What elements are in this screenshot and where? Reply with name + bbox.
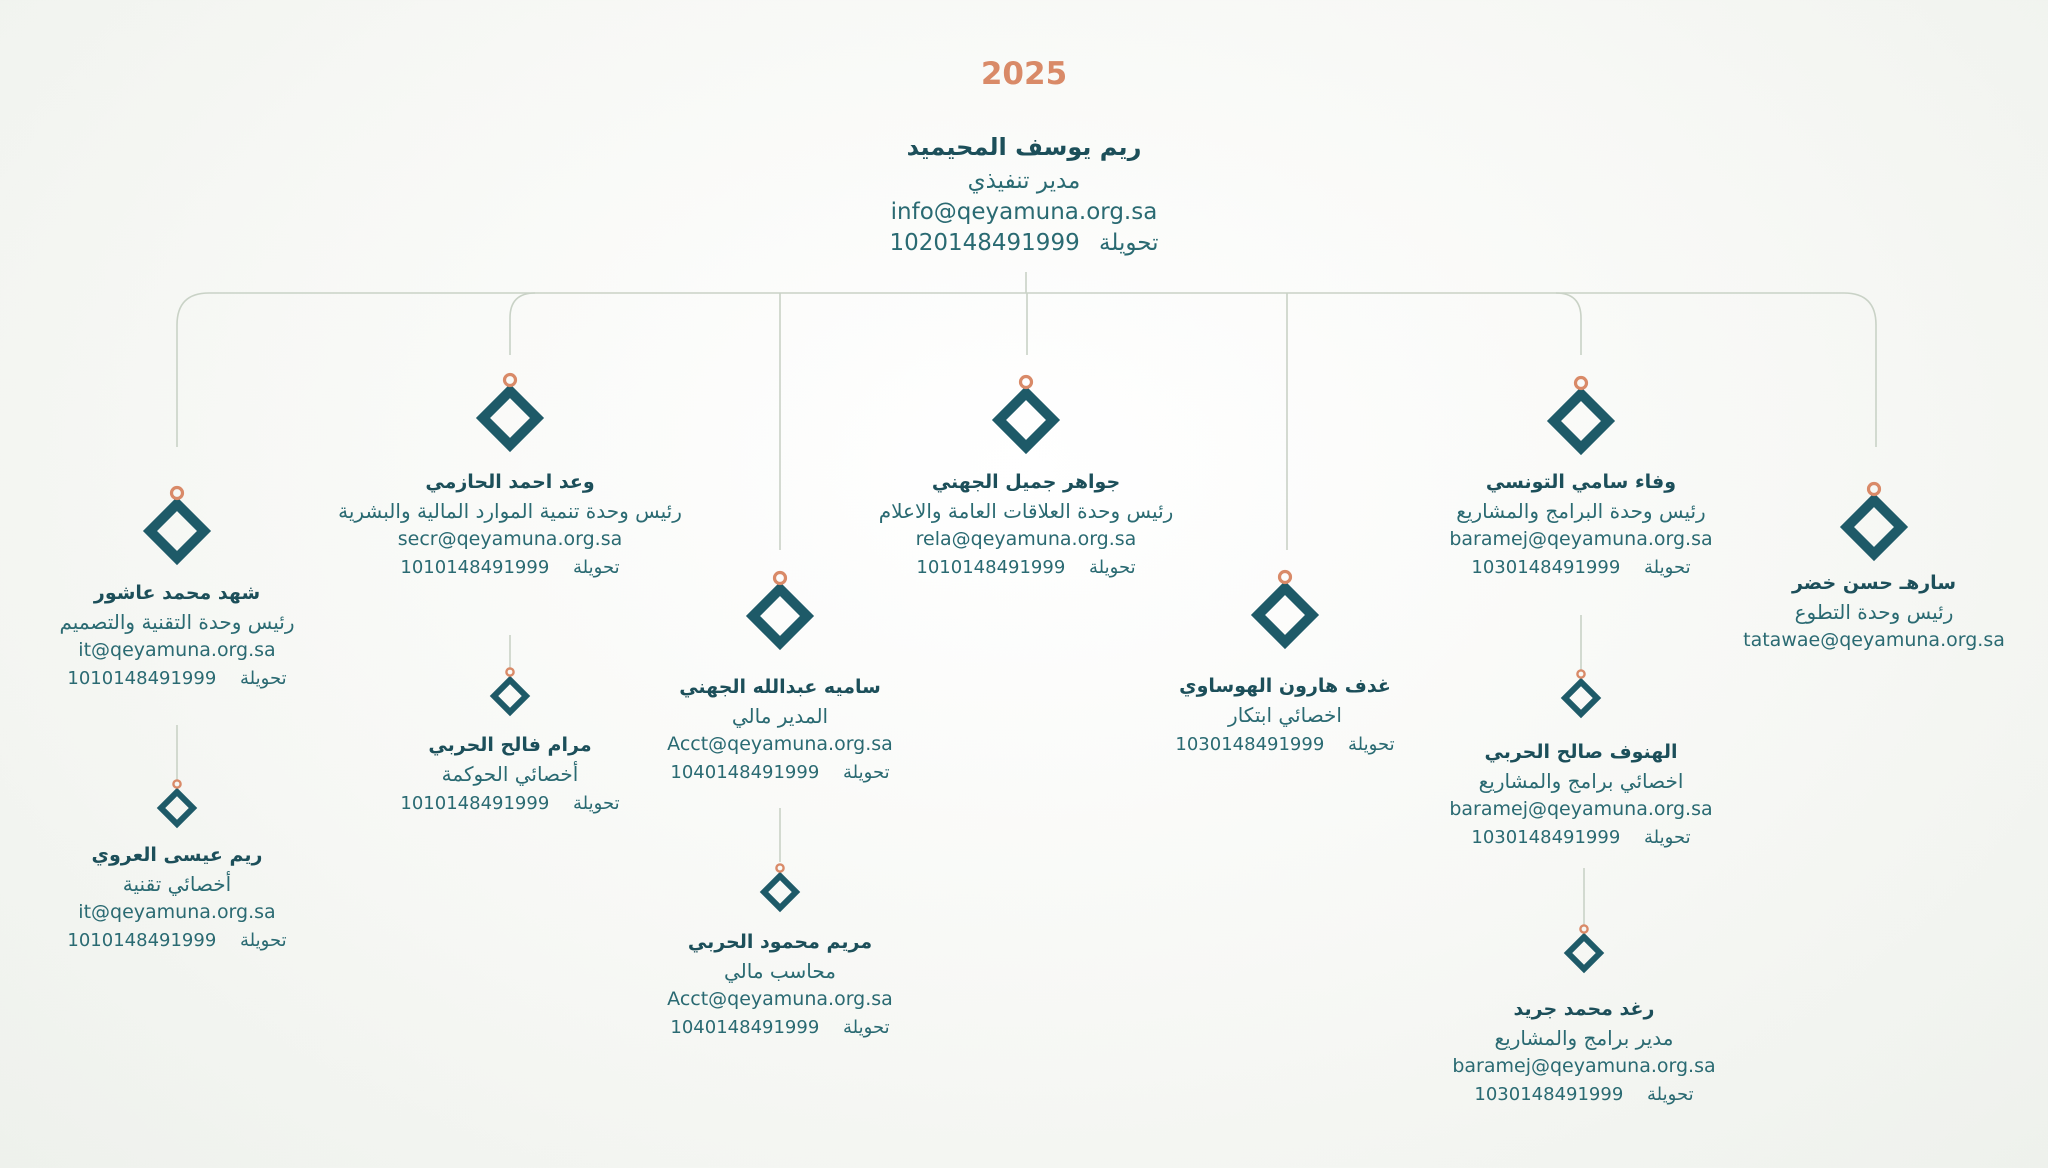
staff-name: مريم محمود الحربي (687, 931, 873, 953)
node-diamond-icon (1554, 394, 1608, 448)
unit-head-email[interactable]: it@qeyamuna.org.sa (78, 639, 276, 661)
staff-email[interactable]: Acct@qeyamuna.org.sa (667, 988, 893, 1010)
unit-head-contact: تحويلة 1030148491999 (1471, 557, 1691, 578)
staff-title: مدير برامج والمشاريع (1494, 1026, 1674, 1050)
staff-name: ريم عيسى العروي (91, 844, 263, 866)
unit-head-contact: تحويلة 1010148491999 (916, 557, 1136, 578)
node-pin-icon (1576, 378, 1587, 389)
node-pin-icon (776, 864, 783, 871)
node-diamond-icon (483, 391, 537, 445)
node-diamond-icon (1847, 500, 1901, 554)
node-diamond-icon (494, 680, 526, 712)
unit-head-email[interactable]: secr@qeyamuna.org.sa (397, 528, 623, 550)
unit-head-title: رئيس وحدة التقنية والتصميم (59, 610, 295, 634)
staff-contact: تحويلة 1010148491999 (67, 930, 287, 951)
unit-head-email[interactable]: rela@qeyamuna.org.sa (915, 528, 1137, 550)
staff-contact: تحويلة 1040148491999 (670, 1017, 890, 1038)
staff-name: مرام فالح الحربي (428, 734, 592, 756)
staff-email[interactable]: baramej@qeyamuna.org.sa (1452, 1055, 1716, 1077)
unit-head-email[interactable]: tatawae@qeyamuna.org.sa (1743, 629, 2005, 651)
unit-head-name: ساميه عبدالله الجهني (679, 676, 881, 698)
node-diamond-icon (753, 589, 807, 643)
node-pin-icon (775, 573, 786, 584)
ceo-title: مدير تنفيذي (967, 168, 1081, 194)
unit-head-name: شهد محمد عاشور (93, 582, 261, 604)
staff-email[interactable]: baramej@qeyamuna.org.sa (1449, 798, 1713, 820)
ceo-phone: 0148491999 (933, 230, 1080, 256)
staff-title: اخصائي برامج والمشاريع (1478, 769, 1684, 793)
node-diamond-icon (999, 393, 1053, 447)
unit-head-contact: تحويلة 1030148491999 (1175, 734, 1395, 755)
unit-head-contact: تحويلة 1010148491999 (400, 557, 620, 578)
staff-title: محاسب مالي (723, 959, 837, 983)
staff-contact: تحويلة 1030148491999 (1471, 827, 1691, 848)
node-diamond-icon (1568, 937, 1600, 969)
ceo-name: ريم يوسف المحيميد (906, 133, 1142, 161)
unit-card-volunteering (1654, 569, 2048, 654)
node-diamond-icon (764, 876, 796, 908)
staff-card-it-specialist (0, 841, 397, 956)
node-pin-icon (1280, 572, 1291, 583)
staff-title: أخصائي الحوكمة (441, 762, 579, 786)
unit-head-name: وفاء سامي التونسي (1485, 471, 1677, 493)
ceo-contact: تحويلة 1020148491999 (889, 230, 1159, 256)
staff-contact: تحويلة 1010148491999 (400, 793, 620, 814)
unit-head-title: اخصائي ابتكار (1228, 703, 1342, 727)
node-pin-icon (1577, 670, 1584, 677)
unit-card-resources (290, 468, 730, 583)
unit-card-it (0, 579, 397, 694)
staff-contact: تحويلة 1030148491999 (1474, 1084, 1694, 1105)
node-diamond-icon (150, 504, 204, 558)
unit-card-finance (560, 673, 1000, 788)
unit-head-name: جواهر جميل الجهني (931, 471, 1121, 493)
unit-card-public-relations (806, 468, 1246, 583)
unit-head-title: المدير مالي (731, 704, 829, 728)
unit-head-title: رئيس وحدة البرامج والمشاريع (1456, 499, 1706, 523)
staff-card-programs-manager (1364, 995, 1804, 1110)
unit-head-email[interactable]: baramej@qeyamuna.org.sa (1449, 528, 1713, 550)
node-pin-icon (505, 375, 516, 386)
staff-card-programs-specialist (1361, 738, 1801, 853)
unit-head-name: سارهـ حسن خضر (1791, 572, 1956, 594)
staff-name: رغد محمد جريد (1513, 998, 1655, 1020)
unit-head-name: وعد احمد الحازمي (425, 471, 595, 493)
node-pin-icon (172, 488, 183, 499)
node-diamond-icon (1565, 682, 1597, 714)
unit-head-contact: تحويلة 1040148491999 (670, 762, 890, 783)
node-pin-icon (1869, 484, 1880, 495)
staff-title: أخصائي تقنية (122, 872, 232, 896)
org-chart-year: 2025 (980, 56, 1068, 92)
node-diamond-icon (161, 792, 193, 824)
ceo-email[interactable]: info@qeyamuna.org.sa (890, 199, 1158, 225)
unit-head-contact: تحويلة 1010148491999 (67, 668, 287, 689)
unit-head-title: رئيس وحدة التطوع (1794, 600, 1954, 624)
node-pin-icon (506, 668, 513, 675)
staff-name: الهنوف صالح الحربي (1484, 741, 1678, 763)
staff-card-accountant (560, 928, 1000, 1043)
node-pin-icon (1580, 925, 1587, 932)
unit-head-title: رئيس وحدة تنمية الموارد المالية والبشرية (338, 499, 682, 523)
ceo-card (804, 128, 1244, 259)
node-pin-icon (1021, 377, 1032, 388)
unit-head-title: رئيس وحدة العلاقات العامة والاعلام (878, 499, 1174, 523)
staff-email[interactable]: it@qeyamuna.org.sa (78, 901, 276, 923)
node-pin-icon (173, 780, 180, 787)
unit-head-name: غدف هارون الهوساوي (1179, 675, 1391, 697)
unit-card-programs (1361, 468, 1801, 583)
node-diamond-icon (1258, 588, 1312, 642)
unit-head-email[interactable]: Acct@qeyamuna.org.sa (667, 733, 893, 755)
